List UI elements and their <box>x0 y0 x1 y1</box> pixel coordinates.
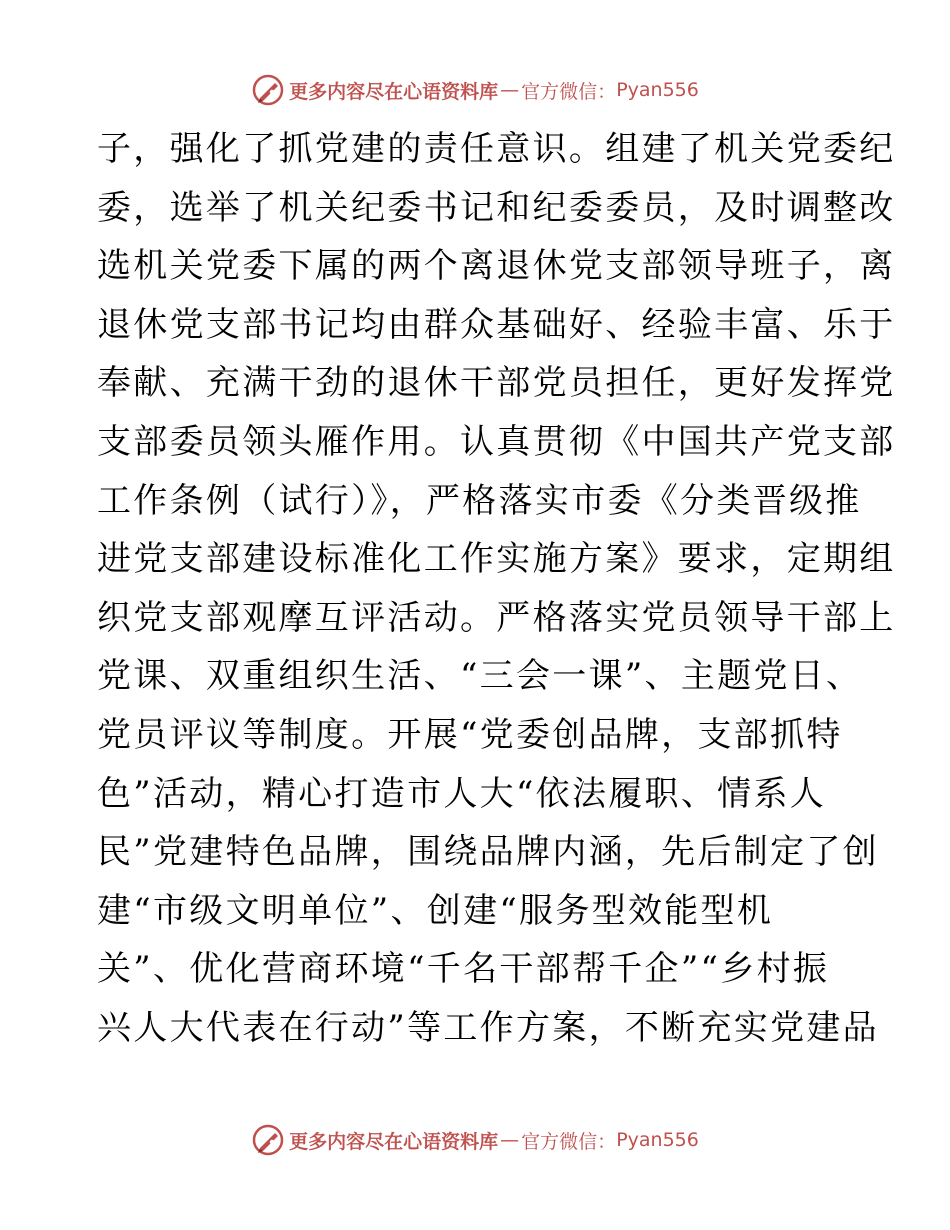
text-line: 委，选举了机关纪委书记和纪委委员，及时调整改 <box>97 187 896 228</box>
text-line: 建“市级文明单位”、创建“服务型效能型机 <box>97 890 774 931</box>
document-body <box>97 120 896 1058</box>
pen-logo-icon <box>251 73 285 107</box>
text-line: 奉献、充满干劲的退休干部党员担任，更好发挥党 <box>97 363 896 404</box>
text-line: 兴人大代表在行动”等工作方案，不断充实党建品 <box>97 1007 879 1048</box>
text-line: 子，强化了抓党建的责任意识。组建了机关党委纪 <box>97 129 896 169</box>
pen-logo-icon <box>251 1123 285 1157</box>
watermark-site-name: 更多内容尽在心语资料库 <box>289 80 499 103</box>
watermark-site-name: 更多内容尽在心语资料库 <box>289 1130 499 1153</box>
watermark-wechat-account: Pyan556 <box>616 79 699 101</box>
text-line: 工作条例（试行）》，严格落实市委《分类晋级推 <box>97 480 862 521</box>
text-line: 退休党支部书记均由群众基础好、经验丰富、乐于 <box>97 304 896 345</box>
watermark-wechat-label: 官方微信： <box>521 1130 617 1153</box>
text-line: 民”党建特色品牌，围绕品牌内涵，先后制定了创 <box>97 832 879 873</box>
watermark-wechat-account: Pyan556 <box>616 1129 699 1151</box>
text-line: 支部委员领头雁作用。认真贯彻《中国共产党支部 <box>97 421 896 462</box>
text-line: 关”、优化营商环境“千名干部帮千企”“乡村振 <box>97 949 830 990</box>
watermark-wechat-label: 官方微信： <box>521 80 617 103</box>
watermark-dash: — <box>500 79 520 101</box>
text-line: 织党支部观摩互评活动。严格落实党员领导干部上 <box>97 597 896 638</box>
text-line: 党员评议等制度。开展“党委创品牌，支部抓特 <box>97 714 843 755</box>
text-line: 选机关党委下属的两个离退休党支部领导班子，离 <box>97 246 896 287</box>
footer-watermark <box>0 1120 950 1160</box>
text-line: 党课、双重组织生活、“三会一课”、主题党日、 <box>97 656 863 697</box>
text-line: 进党支部建设标准化工作实施方案》要求，定期组 <box>97 539 896 580</box>
text-line: 色”活动，精心打造市人大“依法履职、情系人 <box>97 773 827 814</box>
watermark-dash: — <box>500 1129 520 1151</box>
header-watermark <box>0 70 950 110</box>
